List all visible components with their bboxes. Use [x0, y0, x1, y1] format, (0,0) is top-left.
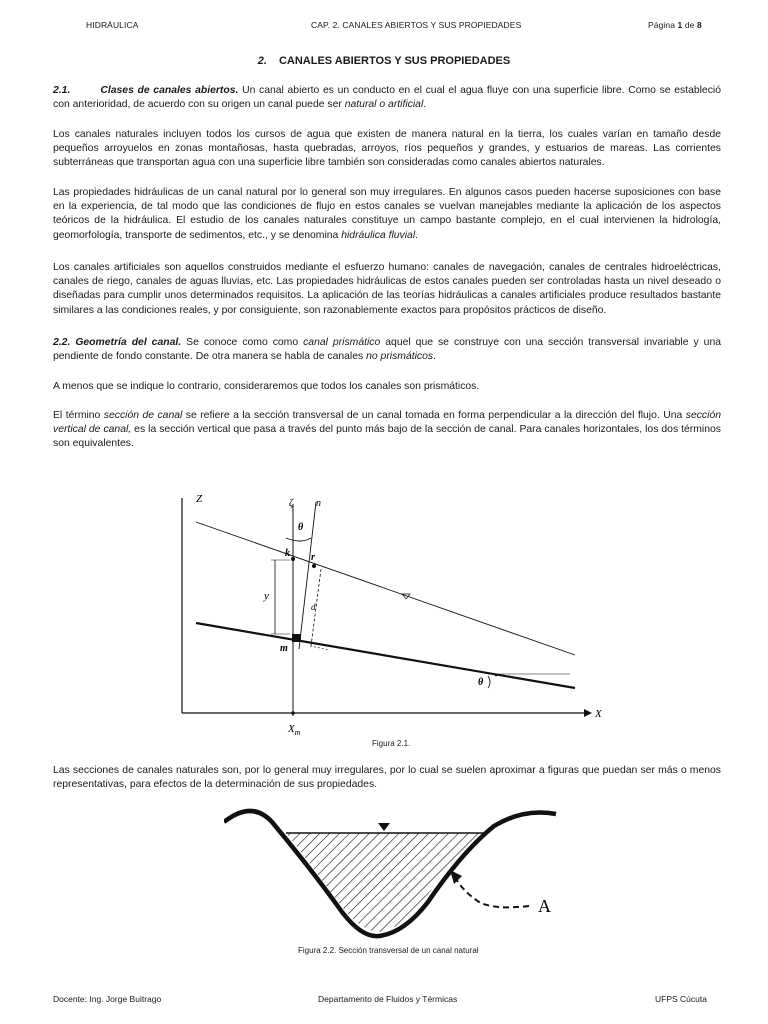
figure-2-2-caption: Figura 2.2. Sección transversal de un canal natural — [298, 946, 479, 955]
chapter-title-text: CANALES ABIERTOS Y SUS PROPIEDADES — [278, 55, 511, 67]
theta-arc-top — [286, 538, 311, 541]
m-label: m — [280, 643, 288, 654]
section-heading-2-2: 2.2. Geometría del canal. — [53, 337, 182, 348]
d-label: d — [311, 602, 316, 612]
paragraph-2-2: 2.2. Geometría del canal. Se conoce como como canal prismático aquel que se construye con una sección transversal invariable y una pendiente de fondo constante. De otra manera se habla de canales no prismáticos. — [53, 337, 722, 363]
zeta-label: ζ — [289, 498, 294, 509]
section-number: 2.1. — [53, 85, 71, 96]
water-surface — [196, 522, 575, 655]
chapter-title — [0, 55, 768, 67]
y-label: y — [264, 590, 269, 602]
section-heading: Clases de canales abiertos. — [100, 85, 239, 96]
paragraph-prismatic: A menos que se indique lo contrario, consideraremos que todos los canales son prismáticos. — [53, 381, 480, 392]
footer-department: Departamento de Fluidos y Térmicas — [318, 994, 458, 1004]
point-k — [291, 557, 295, 561]
footer-university: UFPS Cúcuta — [655, 994, 707, 1004]
figure-2-2-diagram — [224, 800, 564, 948]
x-axis-arrow — [584, 709, 592, 717]
xm-label: $X_m$ — [288, 723, 301, 737]
paragraph-natural-sections: Las secciones de canales naturales son, por lo general muy irregulares, por lo cual se suelen aproximar a figuras que puedan ser más o menos representativas, para efectos de la determinación de sus propiedades. — [53, 765, 721, 791]
water-area — [286, 833, 486, 932]
footer-teacher: Docente: Ing. Jorge Buitrago — [53, 994, 162, 1004]
paragraph-artificial-channels: Los canales artificiales son aquellos construidos mediante el esfuerzo humano: canales de navegación, canales de centrales hidroeléctricas, canales de riego, canales de aguas lluvias, etc. Las propiedades hidráulicas de estos canales pueden ser controladas hasta un nivel deseado o diseñadas para cumplir unos determinados requisitos. La aplicación de las teorías hidráulicas a canales artificiales produce resultados bastante similares a las condiciones reales, y por consiguiente, son razonablemente exactos para propósitos prácticos de diseño. — [53, 262, 721, 316]
z-label: Z — [196, 493, 203, 505]
xm-marker — [291, 711, 295, 715]
paragraph-natural-channels: Los canales naturales incluyen todos los cursos de agua que existen de manera natural en la tierra, los cuales varían en tamaño desde pequeños arroyuelos en zonas montañosas, hasta quebradas, arroyos, ríos pequeños y grandes, y estuarios de mareas. Las corrientes subterráneas que transportan agua con una superficie libre también son consideradas como canales abiertos naturales. — [53, 129, 721, 169]
chapter-number: 2. — [257, 55, 267, 67]
x-label: X — [595, 708, 602, 720]
free-surface-symbol — [378, 823, 390, 831]
point-m — [292, 634, 301, 642]
figure-2-1-diagram — [170, 486, 620, 742]
area-arrowhead — [450, 870, 462, 884]
header-page-number: Página 1 de 8 — [648, 20, 702, 30]
channel-bottom — [196, 623, 575, 688]
theta-bottom-label: θ — [478, 677, 484, 688]
point-r — [312, 564, 316, 568]
paragraph-hydraulic-properties: Las propiedades hidráulicas de un canal natural por lo general son muy irregulares. En algunos casos pueden hacerse suposiciones con base en la experiencia, de tal modo que las condiciones de flujo en estos canales se vuelvan manejables mediante la aplicación de los aspectos teóricos de la hidráulica. El estudio de los canales naturales constituye un campo bastante complejo, en el cual intervienen la hidrología, geomorfología, transporte de sedimentos, etc., y se denomina hidráulica fluvial. — [53, 187, 721, 241]
area-pointer — [456, 879, 529, 907]
r-label: r — [311, 552, 315, 563]
paragraph-2-1: 2.1. Clases de canales abiertos. Un canal abierto es un conducto en el cual el agua fluye con una superficie libre. Como se estableció con anterioridad, de acuerdo con su origen un canal puede ser natural o artificial. — [53, 85, 721, 111]
theta-top-label: θ — [298, 522, 304, 533]
theta-arc-bottom — [488, 676, 490, 688]
header-chapter: CAP. 2. CANALES ABIERTOS Y SUS PROPIEDADES — [311, 20, 522, 30]
paragraph-channel-section: El término sección de canal se refiere a la sección transversal de un canal tomada en forma perpendicular a la dirección del flujo. Una sección vertical de canal, es la sección vertical que pasa a través del punto más bajo de la sección de canal. Para canales horizontales, los dos términos son equivalentes. — [53, 410, 721, 450]
n-label: n — [316, 498, 321, 509]
k-label: k — [285, 548, 290, 559]
header-course: HIDRÁULICA — [86, 20, 139, 30]
area-label: A — [538, 896, 551, 916]
figure-2-1-caption: Figura 2.1. — [372, 739, 411, 748]
